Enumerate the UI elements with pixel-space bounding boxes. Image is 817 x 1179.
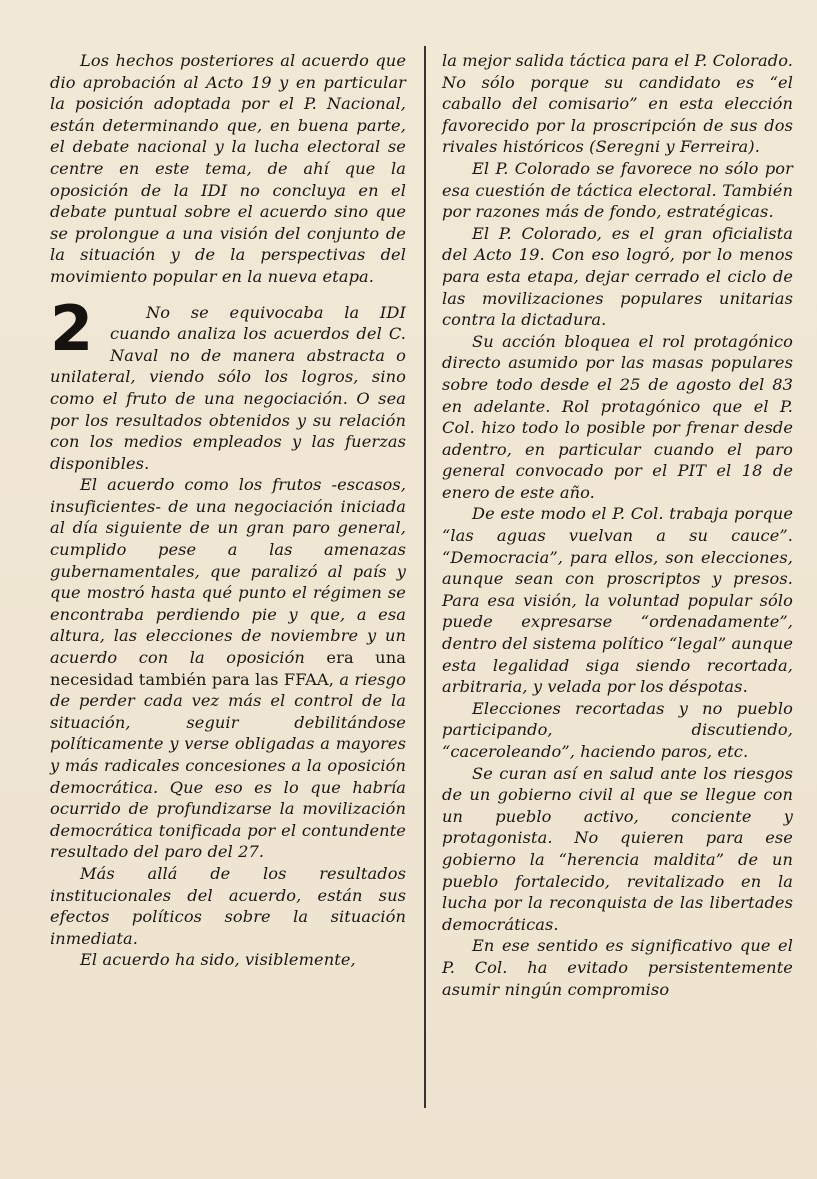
paragraph: Elecciones recortadas y no pueblo participando, discutiendo, “caceroleando”, haciendo paros, etc. <box>442 698 793 761</box>
paragraph: Su acción bloquea el rol protagónico directo asumido por las masas populares sobre todo desde el 25 de agosto del 83 en adelante. Rol protagónico que el P. Col. hizo todo lo posible por frenar desde adentro, en particular cuando el paro general convocado por el PIT el 18 de enero de este año. <box>442 331 793 502</box>
paragraph: Los hechos posteriores al acuerdo que dio aprobación al Acto 19 y en particular la posición adoptada por el P. Nacional, están determinando que, en buena parte, el debate nacional y la lucha electoral se centre en este tema, de ahí que la oposición de la IDI no concluya en el debate puntual sobre el acuerdo sino que se prolongue a una visión del conjunto de la situación y de la perspectivas del movimiento popular en la nueva etapa. <box>50 51 406 286</box>
right-column <box>442 50 793 1000</box>
paragraph <box>50 474 406 863</box>
paragraph: El acuerdo ha sido, visiblemente, <box>80 950 356 970</box>
paragraph-italic-part-end: a riesgo de perder cada vez más el control de la situación, seguir debilitándose políticamente y verse obligadas a mayores y más radicales concesiones a la oposición democrática. Que eso es lo que habría ocurrido de profundizarse la movilización democrática tonificada por el contundente resultado del paro del 27. <box>50 669 406 862</box>
left-column <box>50 50 406 971</box>
paragraph: De este modo el P. Col. trabaja porque “las aguas vuelvan a su cauce”. “Democracia”, para ellos, son elecciones, aunque sean con proscriptos y presos. Para esa visión, la voluntad popular sólo puede expresarse “ordenadamente”, dentro del sistema político “legal” aunque esta legalidad siga siendo recortada, arbitraria, y velada por los déspotas. <box>442 504 793 697</box>
paragraph: El P. Colorado, es el gran oficialista del Acto 19. Con eso logró, por lo menos para esta etapa, dejar cerrado el ciclo de las movilizaciones populares unitarias contra la dictadura. <box>442 223 793 330</box>
paragraph-italic-part: El acuerdo como los frutos -escasos, insuficientes- de una negociación iniciada al día siguiente de un gran paro general, cumplido pese a las amenazas gubernamentales, que paralizó al país y que mostró hasta qué punto el régimen se encontraba perdiendo pie y que, a esa altura, las elecciones de noviembre y un acuerdo con la oposición <box>50 475 406 668</box>
paragraph: El P. Colorado se favorece no sólo por esa cuestión de táctica electoral. También por razones más de fondo, estratégicas. <box>442 158 793 222</box>
section-number: 2 <box>50 291 94 365</box>
section-2 <box>50 291 406 475</box>
paragraph: Más allá de los resultados institucionales del acuerdo, están sus efectos políticos sobre la situación inmediata. <box>50 863 406 948</box>
paragraph: No se equivocaba la IDI cuando analiza los acuerdos del C. Naval no de manera abstracta o unilateral, viendo sólo los logros, sino como el fruto de una negociación. O sea por los resultados obtenidos y su relación con los medios empleados y las fuerzas disponibles. <box>50 302 406 473</box>
paragraph-roman-part: era una necesidad también para las FFAA, <box>50 648 406 689</box>
paragraph: la mejor salida táctica para el P. Colorado. No sólo porque su candidato es “el caballo del comisario” en esta elección favorecido por la proscripción de sus dos rivales históricos (Seregni y Ferreira). <box>442 51 793 157</box>
column-divider <box>424 46 426 1108</box>
paragraph: Se curan así en salud ante los riesgos de un gobierno civil al que se llegue con un pueblo activo, conciente y protagonista. No quieren para ese gobierno la “herencia maldita” de un pueblo fortalecido, revitalizado en la lucha por la reconquista de las libertades democráticas. <box>442 763 793 934</box>
paragraph: En ese sentido es significativo que el P. Col. ha evitado persistentemente asumir ningún compromiso <box>442 936 793 999</box>
